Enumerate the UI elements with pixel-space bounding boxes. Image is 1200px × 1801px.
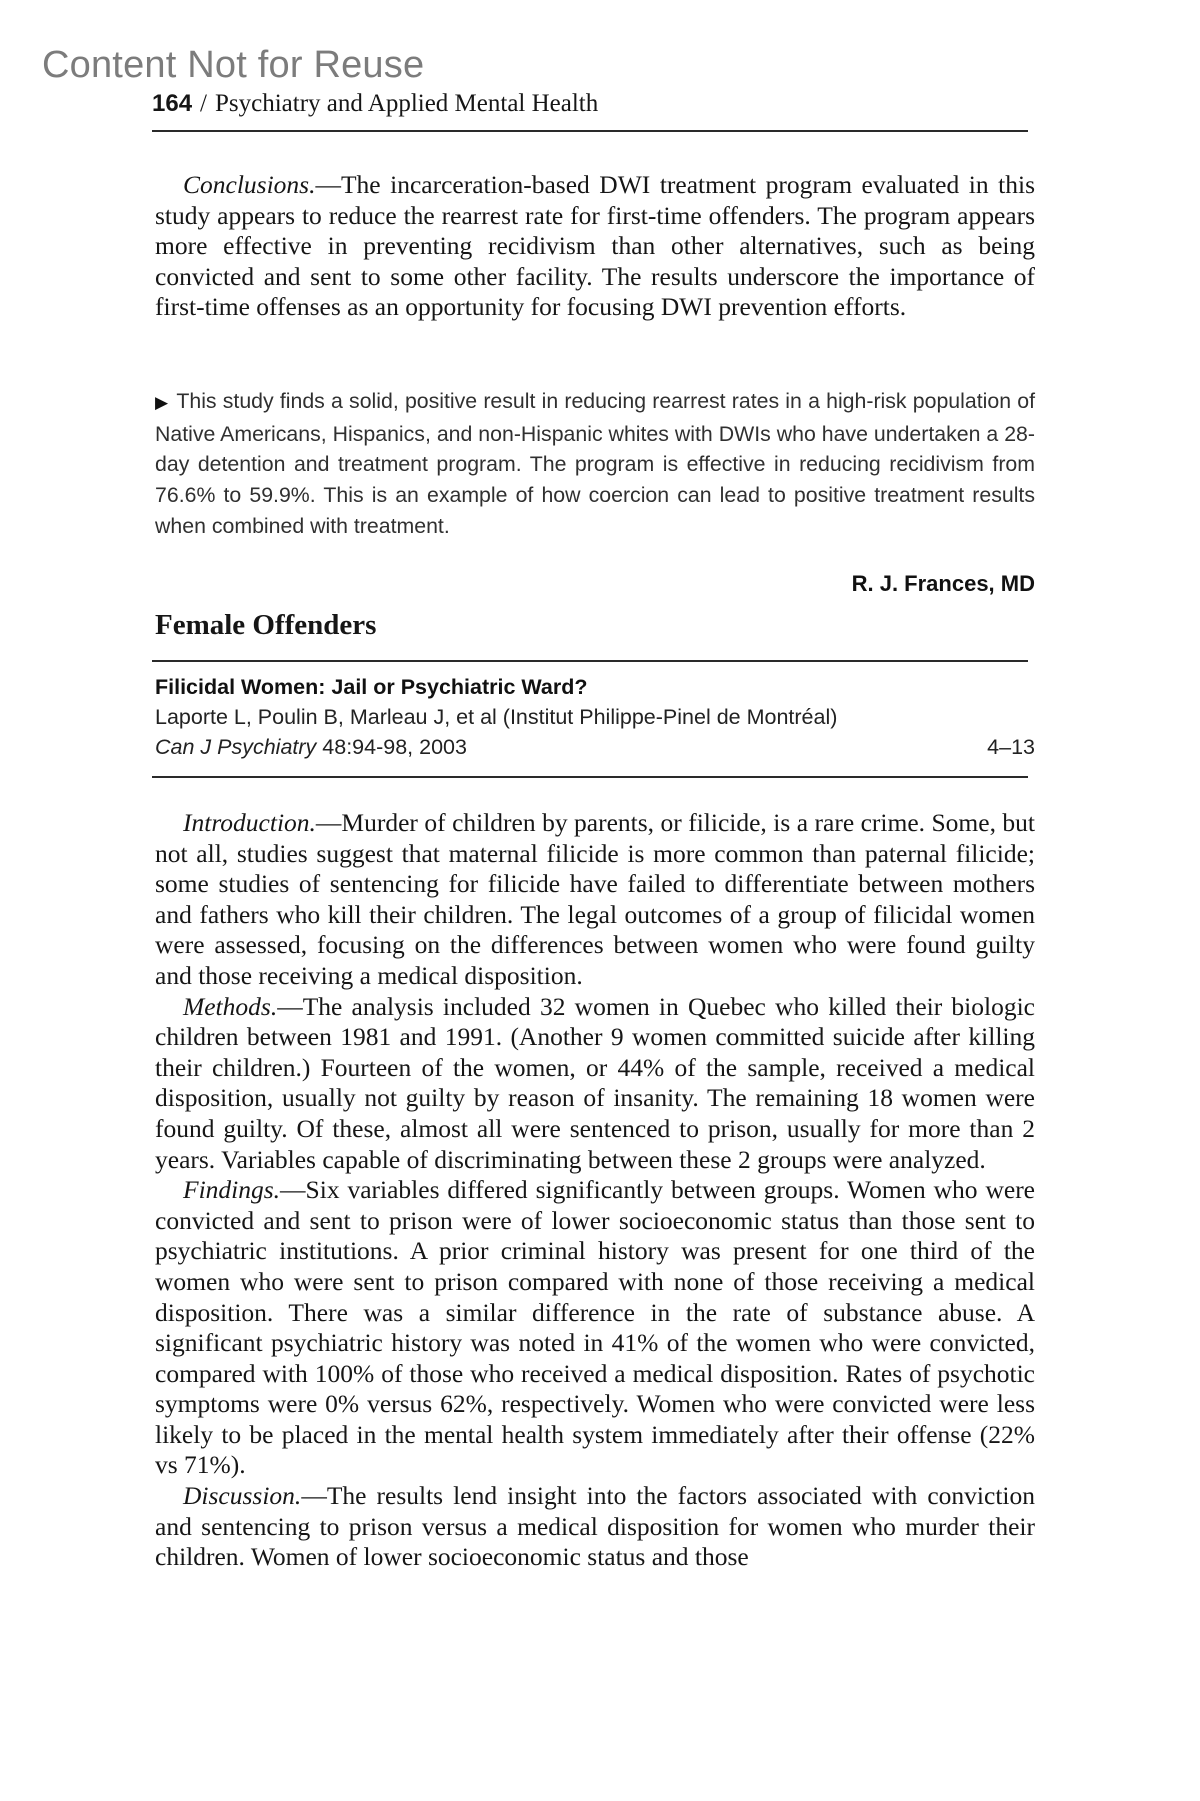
watermark: Content Not for Reuse bbox=[42, 44, 425, 86]
journal-volume: 48:94-98, 2003 bbox=[316, 735, 467, 759]
discussion-paragraph bbox=[155, 1481, 1035, 1573]
methods-paragraph bbox=[155, 992, 1035, 1176]
commentary-text: This study finds a solid, positive result in reducing rearrest rates in a high-risk population of Native Americans, Hispanics, and non-Hispanic whites with DWIs who have undertaken a 28-day detention and treatment program. The program is effective in reducing recidivism from 76.6% to 59.9%. This is an example of how coercion can lead to positive treatment results when combined with treatment. bbox=[155, 389, 1035, 538]
findings-text: —Six variables differed significantly between groups. Women who were convicted and sent to prison were of lower socioeconomic status than those sent to psychiatric institutions. A prior criminal history was present for one third of the women who were sent to prison compared with none of those receiving a medical disposition. There was a similar difference in the rate of substance abuse. A significant psychiatric history was noted in 41% of the women who were convicted, compared with 100% of those who received a medical disposition. Rates of psychotic symptoms were 0% versus 62%, respectively. Women who were convicted were less likely to be placed in the mental health system immediately after their offense (22% vs 71%). bbox=[155, 1175, 1035, 1480]
section-heading: Female Offenders bbox=[155, 609, 377, 641]
article-authors: Laporte L, Poulin B, Marleau J, et al (Institut Philippe-Pinel de Montréal) bbox=[155, 705, 838, 729]
running-head bbox=[152, 90, 598, 118]
article-source-row bbox=[155, 732, 1035, 762]
introduction-label: Introduction. bbox=[183, 808, 316, 837]
article-code: 4–13 bbox=[987, 735, 1035, 759]
page-number: 164 bbox=[152, 90, 193, 117]
commentary-author: R. J. Frances, MD bbox=[851, 571, 1035, 596]
article-citation bbox=[155, 672, 1035, 762]
findings-paragraph bbox=[155, 1175, 1035, 1481]
findings-label: Findings. bbox=[183, 1175, 281, 1205]
journal-name: Can J Psychiatry bbox=[155, 735, 317, 759]
conclusions-text: —The incarceration-based DWI treatment program evaluated in this study appears to reduce the rearrest rate for first-time offenders. The program appears more effective in preventing recidivism than other alternatives, such as being convicted and sent to some other facility. The results underscore the importance of first-time offenses as an opportunity for focusing DWI prevention efforts. bbox=[155, 170, 1035, 322]
editor-commentary bbox=[155, 386, 1035, 542]
triangle-bullet-icon: ▶ bbox=[155, 393, 169, 412]
running-head-separator: / bbox=[200, 90, 207, 117]
methods-label: Methods. bbox=[183, 991, 278, 1021]
methods-text: —The analysis included 32 women in Quebec who killed their biologic children between 1981 and 1991. (Another 9 women committed suicide after killing their children.) Fourteen of the women, or 44% of the sample, received a medical disposition, usually not guilty by reason of insanity. The remaining 18 women were found guilty. Of these, almost all were sentenced to prison, usually for more than 2 years. Variables capable of discriminating between these 2 groups were analyzed. bbox=[155, 991, 1035, 1174]
discussion-label: Discussion. bbox=[183, 1481, 302, 1511]
discussion-text: —The results lend insight into the factors associated with conviction and sentencing to prison versus a medical disposition for women who murder their children. Women of lower socioeconomic status and those bbox=[155, 1481, 1035, 1572]
citation-bottom-rule bbox=[152, 776, 1028, 778]
conclusions-label: Conclusions. bbox=[183, 170, 316, 199]
conclusions-paragraph bbox=[155, 170, 1035, 323]
header-rule bbox=[152, 130, 1028, 132]
running-head-title: Psychiatry and Applied Mental Health bbox=[215, 90, 599, 117]
article-title: Filicidal Women: Jail or Psychiatric Ward? bbox=[155, 675, 588, 699]
citation-top-rule bbox=[152, 660, 1028, 662]
introduction-text: —Murder of children by parents, or filicide, is a rare crime. Some, but not all, studies suggest that maternal filicide is more common than paternal filicide; some studies of sentencing for filicide have failed to differentiate between mothers and fathers who kill their children. The legal outcomes of a group of filicidal women were assessed, focusing on the differences between women who were found guilty and those receiving a medical disposition. bbox=[155, 808, 1035, 990]
introduction-paragraph bbox=[155, 808, 1035, 992]
abstract-body bbox=[155, 808, 1035, 1573]
